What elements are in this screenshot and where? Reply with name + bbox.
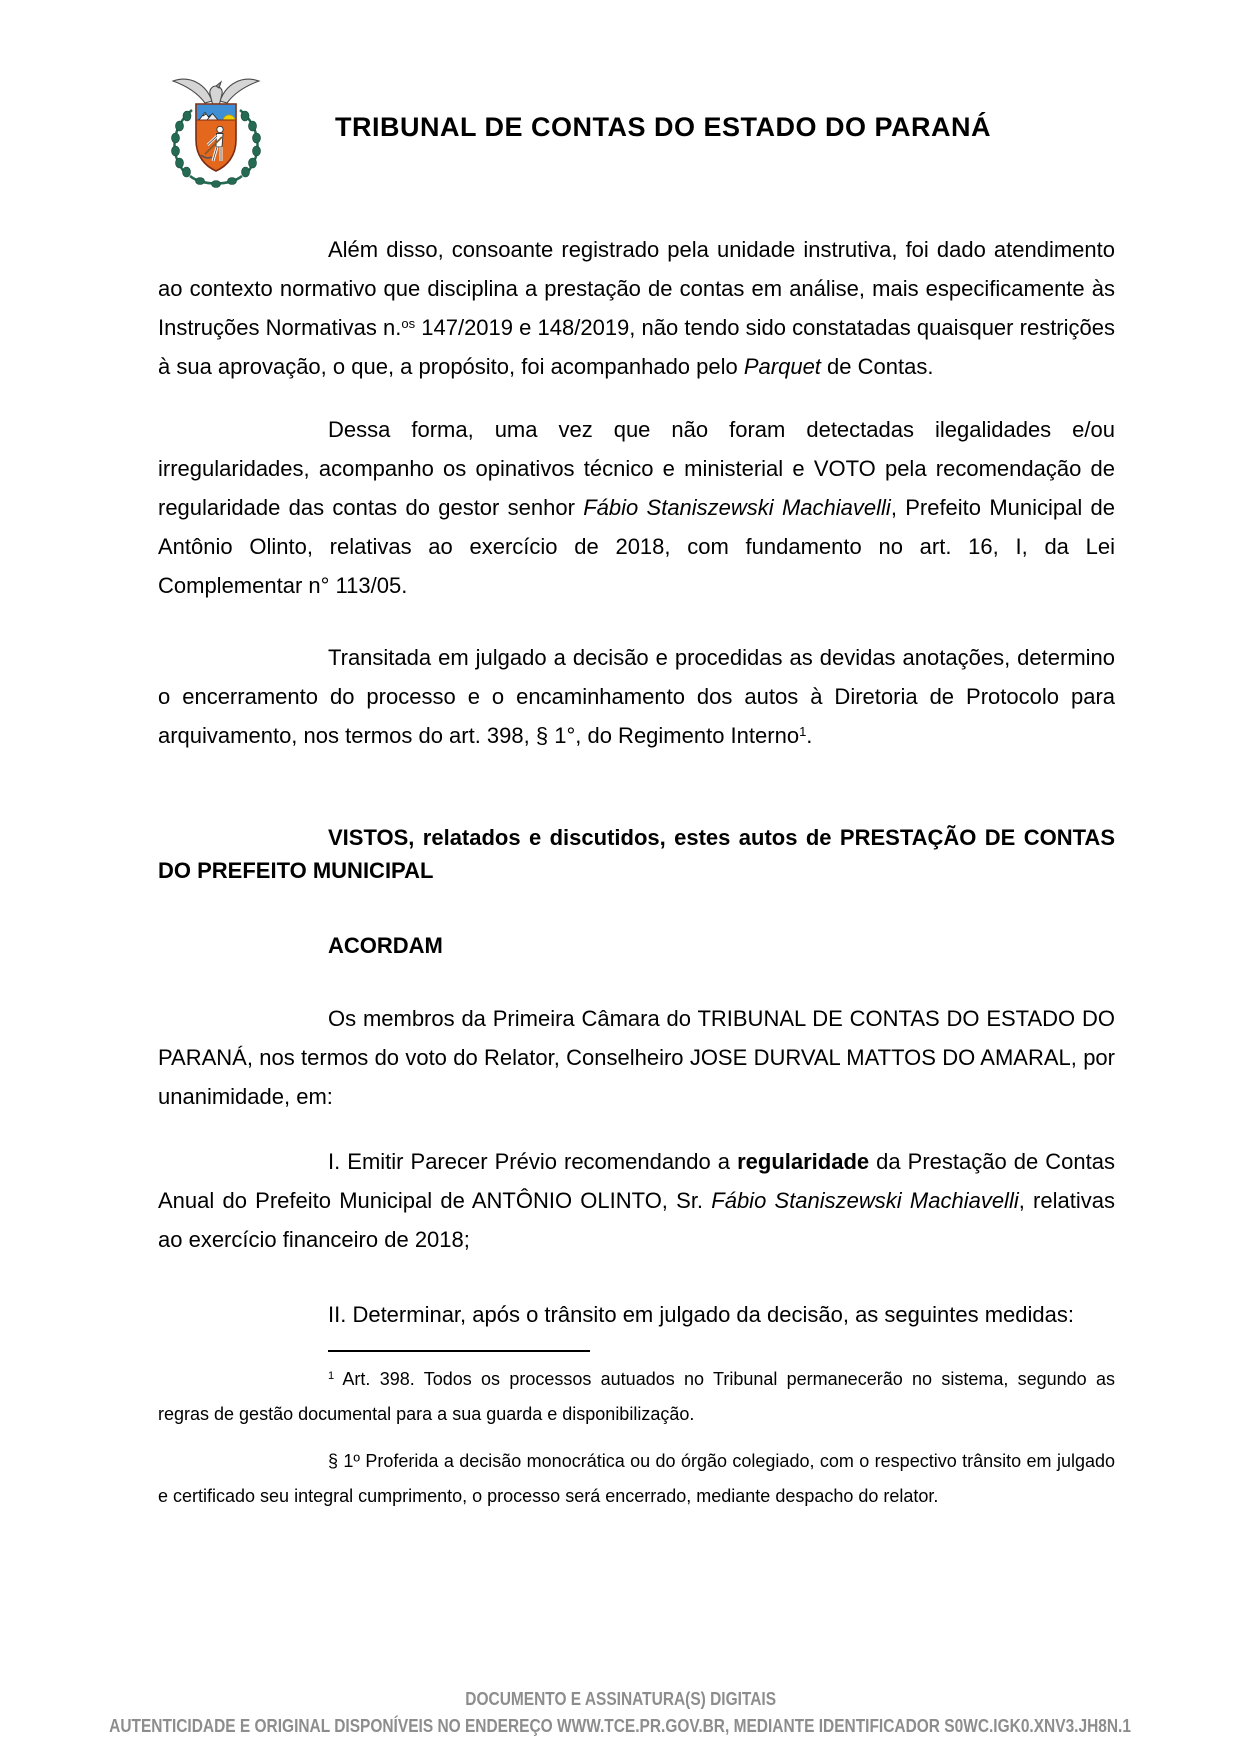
- footnote-separator: [328, 1350, 590, 1352]
- text-run: Art. 398. Todos os processos autuados no Tribunal permanecerão no sistema, segundo as regras de gestão documental para a sua guarda e disponibilização.: [158, 1369, 1115, 1424]
- footnote-marker-1: 1: [328, 1369, 335, 1382]
- text-run: Transitada em julgado a decisão e procedidas as devidas anotações, determino o encerramento do processo e o encaminhamento dos autos à Diretoria de Protocolo para arquivamento, nos termos do art. 398, § 1°, do Regimento Interno: [158, 645, 1115, 748]
- document-header: [0, 0, 1241, 210]
- eagle-icon: [173, 79, 259, 106]
- text-run: I. Emitir Parecer Prévio recomendando a: [328, 1149, 738, 1174]
- italic-run-gestor-nome: Fábio Staniszewski Machiavelli: [711, 1188, 1019, 1213]
- footnote-reference-1: 1: [799, 723, 807, 739]
- footer-line-2: [0, 1713, 1241, 1740]
- italic-run-gestor-nome: Fábio Staniszewski Machiavelli: [583, 495, 891, 520]
- bold-run-regularidade: regularidade: [737, 1149, 870, 1174]
- paragraph-item-i: [158, 1142, 1115, 1259]
- paragraph-os-membros: Os membros da Primeira Câmara do TRIBUNAL DE CONTAS DO ESTADO DO PARANÁ, nos termos do voto do Relator, Conselheiro JOSE DURVAL MATTOS DO AMARAL, por unanimidade, em:: [158, 1006, 1115, 1109]
- footer-text: AUTENTICIDADE E ORIGINAL DISPONÍVEIS NO ENDEREÇO WWW.TCE.PR.GOV.BR, MEDIANTE IDENTIFICADOR S0WC.IGK0.XNV3.JH8N.1: [109, 1716, 1132, 1736]
- superscript-os: os: [401, 315, 416, 331]
- text-run: .: [806, 723, 813, 748]
- text-run: , Prefeito Municipal de Antônio Olinto, relativas ao exercício de 2018, com fundamento no art. 16, I, da Lei Complementar n° 113/05.: [158, 495, 1116, 598]
- text-run: da Prestação de Contas Anual do Prefeito Municipal de ANTÔNIO OLINTO, Sr.: [158, 1149, 1115, 1213]
- text-run: , relativas ao exercício financeiro de 2018;: [158, 1188, 1115, 1252]
- heading-acordam: ACORDAM: [328, 933, 443, 958]
- text-run: Dessa forma, uma vez que não foram detectadas ilegalidades e/ou irregularidades, acompanho os opinativos técnico e ministerial e VOTO pela recomendação de regularidade das contas do gestor senhor: [158, 417, 1115, 520]
- paragraph-transitada: [158, 638, 1115, 755]
- text-run: Além disso, consoante registrado pela unidade instrutiva, foi dado atendimento ao contexto normativo que disciplina a prestação de contas em análise, mais especificamente às Instruções Normativas n.: [158, 237, 1115, 340]
- paragraph-alem-disso: [158, 230, 1115, 386]
- footer-text: DOCUMENTO E ASSINATURA(S) DIGITAIS: [465, 1689, 776, 1709]
- footer-line-1: [0, 1686, 1241, 1713]
- paragraph-dessa-forma: [158, 410, 1115, 605]
- italic-run-parquet: Parquet: [743, 354, 821, 379]
- text-run: 147/2019 e 148/2019, não tendo sido constatadas quaisquer restrições à sua aprovação, o que, a propósito, foi acompanhado pelo: [158, 315, 1115, 379]
- parana-coat-of-arms-logo: [162, 74, 270, 196]
- digital-signature-footer: [0, 1686, 1241, 1740]
- document-body: [158, 230, 1115, 1514]
- page-title: TRIBUNAL DE CONTAS DO ESTADO DO PARANÁ: [335, 112, 992, 142]
- text-run: de Contas.: [820, 354, 934, 379]
- footnote-1-paragraph-2: § 1º Proferida a decisão monocrática ou do órgão colegiado, com o respectivo trânsito em julgado e certificado seu integral cumprimento, o processo será encerrado, mediante despacho do relator.: [158, 1451, 1115, 1506]
- heading-vistos: VISTOS, relatados e discutidos, estes autos de PRESTAÇÃO DE CONTAS DO PREFEITO MUNICIPAL: [158, 825, 1115, 883]
- shield-icon: [196, 104, 236, 171]
- paragraph-item-ii: II. Determinar, após o trânsito em julgado da decisão, as seguintes medidas:: [328, 1302, 1074, 1327]
- footnote-1: [158, 1362, 1115, 1432]
